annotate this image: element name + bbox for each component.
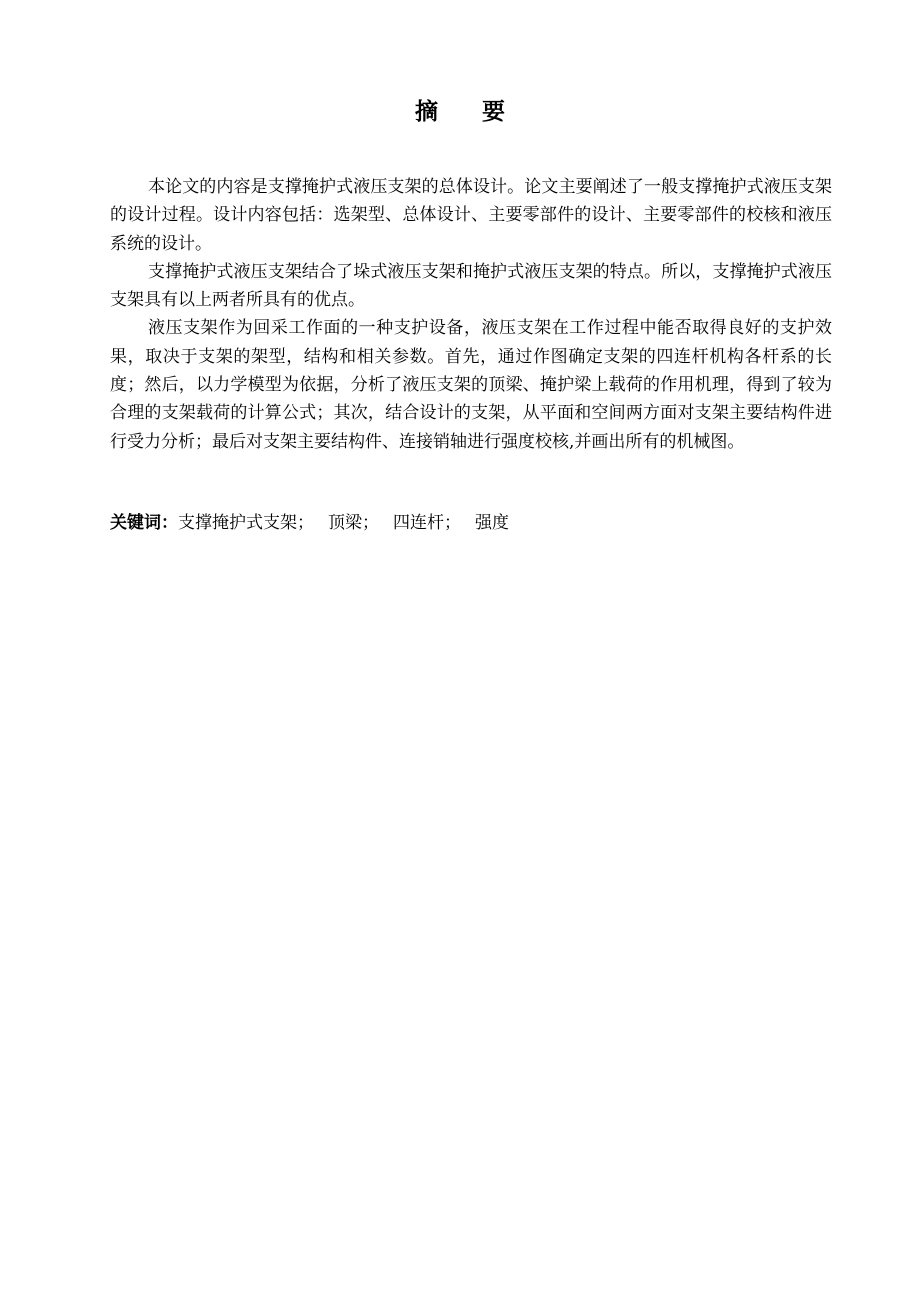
keyword-item: 支撑掩护式支架； [178,513,314,533]
keywords-line [110,509,832,537]
keyword-item: 顶梁； [328,513,379,533]
abstract-paragraph-3: 液压支架作为回采工作面的一种支护设备，液压支架在工作过程中能否取得良好的支护效果，取决于支架的架型，结构和相关参数。首先，通过作图确定支架的四连杆机构各杆系的长度；然后，以力学模型为依据，分析了液压支架的顶梁、掩护梁上载荷的作用机理，得到了较为合理的支架载荷的计算公式；其次，结合设计的支架，从平面和空间两方面对支架主要结构件进行受力分析；最后对支架主要结构件、连接销轴进行强度校核,并画出所有的机械图。 [110,318,832,452]
abstract-paragraph-2: 支撑掩护式液压支架结合了垛式液压支架和掩护式液压支架的特点。所以，支撑掩护式液压支架具有以上两者所具有的优点。 [110,261,832,311]
page-title: 摘 要 [414,99,523,125]
keyword-item: 四连杆； [393,513,461,533]
abstract-paragraph-1: 本论文的内容是支撑掩护式液压支架的总体设计。论文主要阐述了一般支撑掩护式液压支架的设计过程。设计内容包括：选架型、总体设计、主要零部件的设计、主要零部件的校核和液压系统的设计。 [110,177,832,254]
keyword-item: 强度 [475,513,509,533]
keywords-label: 关键词： [110,513,178,533]
abstract-body [110,173,832,456]
